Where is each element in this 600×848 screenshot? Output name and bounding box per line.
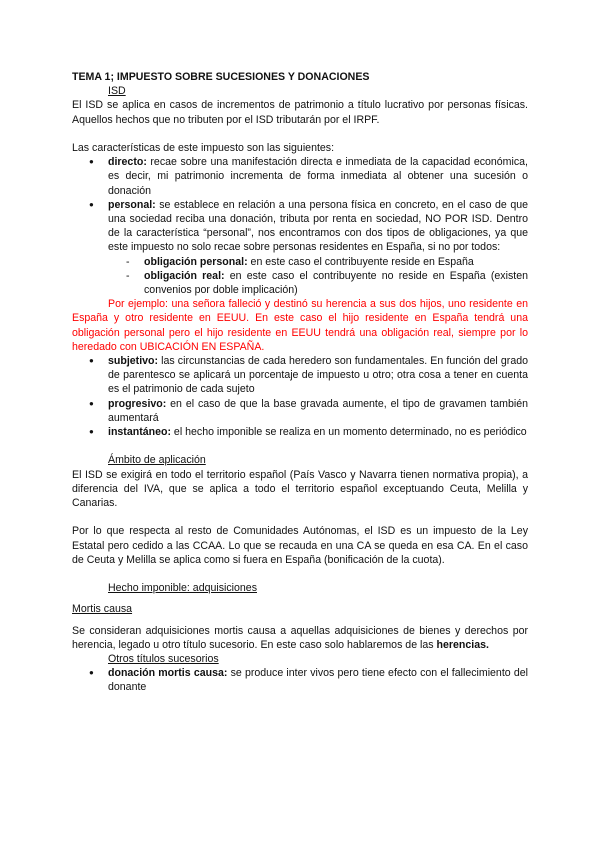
feature-directo: ● directo: recae sobre una manifestación directa e inmediata de la capacidad económica, es decir, mi patrimonio incrementa de forma inmediata al obtener una sucesión o donación	[108, 155, 528, 198]
feature-subjetivo: ● subjetivo: las circunstancias de cada heredero son fundamentales. En función del grado de parentesco se aplicará un porcentaje de impuesto u otro; otra cosa a tener en cuenta es el patrimonio de cada sujeto	[108, 354, 528, 397]
page-title: TEMA 1; IMPUESTO SOBRE SUCESIONES Y DONACIONES	[72, 71, 370, 83]
ambito-paragraph-1: El ISD se exigirá en todo el territorio español (País Vasco y Navarra tienen normativa propia), a diferencia del IVA, que se aplica a todo el territorio español exceptuando Ceuta, Melilla y Canarias.	[72, 468, 528, 510]
example-paragraph: Por ejemplo: una señora falleció y destinó su herencia a sus dos hijos, uno residente en España y otro residente en EEUU. En este caso el hijo residente en España tendrá una obligación personal pero el hijo residente en EEUU tendrá una obligación real, siempre por lo heredado con UBICACIÓN EN ESPAÑA.	[72, 298, 528, 353]
otros-titulos-list	[72, 666, 528, 694]
obligations-list	[108, 255, 528, 298]
features-list-continued	[72, 354, 528, 439]
feature-personal: ● personal: se establece en relación a una persona física en concreto, en el caso de que una sociedad reciba una donación, tributa por renta en sociedad, NO POR ISD. Dentro de la característica “personal”, nos encontramos con dos tipos de obligaciones, ya que este impuesto no solo recae sobre personas residentes en España, si no por todos: - obligación personal: en este caso el contribuyente reside en España - obligación real: en este caso el contribuyente no reside en España (existen convenios por doble implicación)	[108, 198, 528, 297]
features-list	[72, 155, 528, 297]
section-heading-isd: ISD	[108, 85, 126, 98]
obligation-real: - obligación real: en este caso el contribuyente no reside en España (existen convenios por doble implicación)	[144, 269, 528, 297]
features-intro: Las características de este impuesto son las siguientes:	[72, 142, 335, 154]
subheading-mortis-causa: Mortis causa	[72, 603, 133, 616]
ambito-paragraph-2: Por lo que respecta al resto de Comunidades Autónomas, el ISD es un impuesto de la Ley Estatal pero cedido a las CCAA. Lo que se recauda en una CA se queda en esa CA. En el caso de Ceuta y Melilla se aplica como si fuera en España (bonificación de la cuota).	[72, 525, 528, 566]
item-donacion-mortis-causa: ● donación mortis causa: se produce inter vivos pero tiene efecto con el fallecimiento del donante	[108, 666, 528, 694]
section-heading-ambito: Ámbito de aplicación	[108, 454, 206, 467]
subheading-otros-titulos: Otros títulos sucesorios	[108, 653, 219, 666]
feature-instantaneo: ● instantáneo: el hecho imponible se realiza en un momento determinado, no es periódico	[108, 425, 528, 439]
intro-paragraph: El ISD se aplica en casos de incrementos de patrimonio a título lucrativo por personas físicas. Aquellos hechos que no tributen por el ISD tributarán por el IRPF.	[72, 99, 528, 126]
document-content	[72, 70, 528, 695]
obligation-personal: - obligación personal: en este caso el contribuyente reside en España	[144, 255, 528, 269]
feature-progresivo: ● progresivo: en el caso de que la base gravada aumente, el tipo de gravamen también aumentará	[108, 397, 528, 425]
mortis-causa-paragraph: Se consideran adquisiciones mortis causa a aquellas adquisiciones de bienes y derechos por herencia, legado u otro título sucesorio. En este caso solo hablaremos de las herencias.	[72, 624, 528, 651]
section-heading-hecho: Hecho imponible: adquisiciones	[108, 582, 257, 595]
